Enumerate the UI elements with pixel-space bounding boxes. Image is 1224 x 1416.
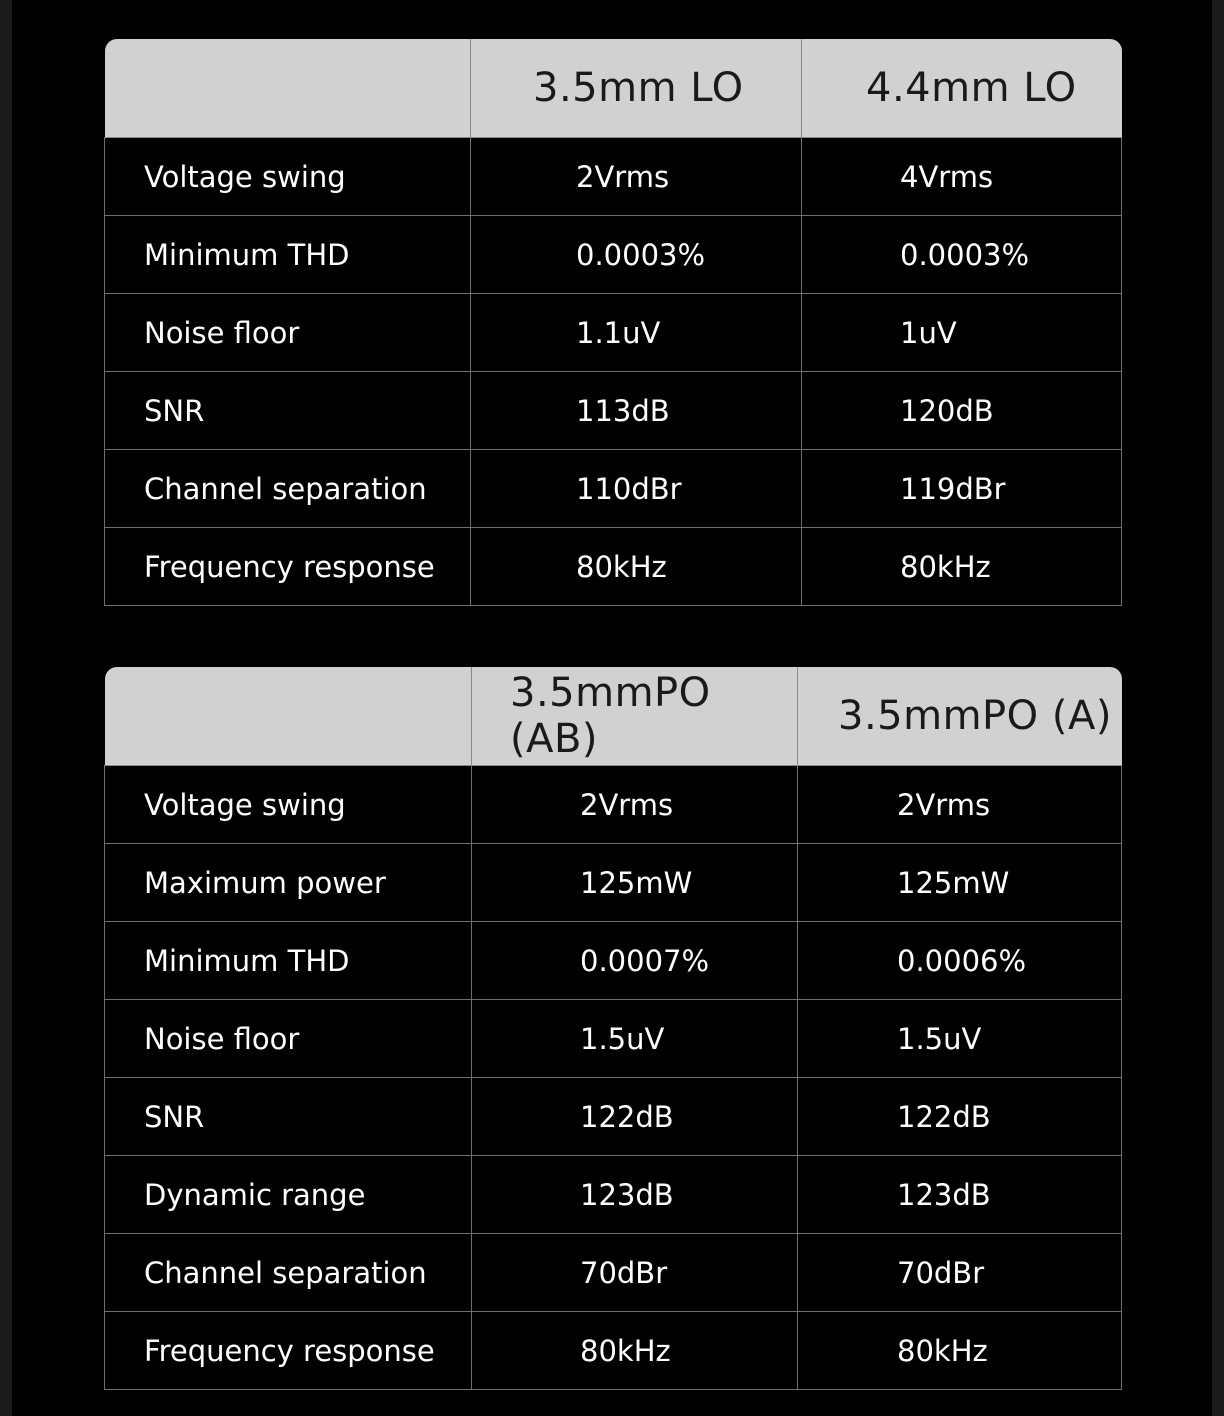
row-value-ab: 80kHz bbox=[472, 1312, 798, 1390]
row-value-3-5mm: 113dB bbox=[471, 372, 802, 450]
row-value-ab: 70dBr bbox=[472, 1234, 798, 1312]
table-row bbox=[105, 1312, 1122, 1390]
row-label: Minimum THD bbox=[105, 922, 472, 1000]
row-label: Dynamic range bbox=[105, 1156, 472, 1234]
row-label: SNR bbox=[105, 372, 471, 450]
row-label: Channel separation bbox=[105, 1234, 472, 1312]
table-row bbox=[105, 216, 1122, 294]
row-label: Channel separation bbox=[105, 450, 471, 528]
row-value-a: 1.5uV bbox=[798, 1000, 1122, 1078]
table-row bbox=[105, 1234, 1122, 1312]
row-value-a: 0.0006% bbox=[798, 922, 1122, 1000]
row-value-a: 80kHz bbox=[798, 1312, 1122, 1390]
page-edge-left bbox=[0, 0, 12, 1416]
row-label: Voltage swing bbox=[105, 138, 471, 216]
row-value-a: 125mW bbox=[798, 844, 1122, 922]
row-value-3-5mm: 0.0003% bbox=[471, 216, 802, 294]
row-value-ab: 0.0007% bbox=[472, 922, 798, 1000]
row-value-3-5mm: 80kHz bbox=[471, 528, 802, 606]
table-row bbox=[105, 138, 1122, 216]
row-label: Frequency response bbox=[105, 528, 471, 606]
row-value-4-4mm: 0.0003% bbox=[802, 216, 1122, 294]
row-value-ab: 125mW bbox=[472, 844, 798, 922]
header-empty-cell bbox=[105, 39, 471, 138]
table-row bbox=[105, 1000, 1122, 1078]
table-header-row bbox=[105, 39, 1122, 138]
page-edge-right bbox=[1212, 0, 1224, 1416]
row-value-3-5mm: 2Vrms bbox=[471, 138, 802, 216]
row-value-a: 122dB bbox=[798, 1078, 1122, 1156]
row-label: Noise floor bbox=[105, 1000, 472, 1078]
row-label: Minimum THD bbox=[105, 216, 471, 294]
row-label: SNR bbox=[105, 1078, 472, 1156]
table-row bbox=[105, 294, 1122, 372]
table-row bbox=[105, 766, 1122, 844]
row-value-a: 2Vrms bbox=[798, 766, 1122, 844]
table-row bbox=[105, 1156, 1122, 1234]
row-value-ab: 1.5uV bbox=[472, 1000, 798, 1078]
line-out-spec-table bbox=[104, 39, 1122, 606]
header-4-4mm-lo: 4.4mm LO bbox=[802, 39, 1122, 138]
header-3-5mmpo-a: 3.5mmPO (A) bbox=[798, 667, 1122, 766]
row-label: Noise floor bbox=[105, 294, 471, 372]
table-row bbox=[105, 450, 1122, 528]
row-value-4-4mm: 80kHz bbox=[802, 528, 1122, 606]
table-row bbox=[105, 372, 1122, 450]
row-value-4-4mm: 120dB bbox=[802, 372, 1122, 450]
header-3-5mm-lo: 3.5mm LO bbox=[471, 39, 802, 138]
table-row bbox=[105, 1078, 1122, 1156]
header-3-5mmpo-ab: 3.5mmPO (AB) bbox=[472, 667, 798, 766]
table-row bbox=[105, 528, 1122, 606]
table-header-row bbox=[105, 667, 1122, 766]
row-value-ab: 122dB bbox=[472, 1078, 798, 1156]
row-value-4-4mm: 119dBr bbox=[802, 450, 1122, 528]
table-row bbox=[105, 844, 1122, 922]
row-value-4-4mm: 1uV bbox=[802, 294, 1122, 372]
header-empty-cell bbox=[105, 667, 472, 766]
row-value-a: 123dB bbox=[798, 1156, 1122, 1234]
row-value-ab: 123dB bbox=[472, 1156, 798, 1234]
row-value-4-4mm: 4Vrms bbox=[802, 138, 1122, 216]
row-label: Frequency response bbox=[105, 1312, 472, 1390]
table-row bbox=[105, 922, 1122, 1000]
row-value-a: 70dBr bbox=[798, 1234, 1122, 1312]
row-value-3-5mm: 1.1uV bbox=[471, 294, 802, 372]
row-value-3-5mm: 110dBr bbox=[471, 450, 802, 528]
phone-out-spec-table bbox=[104, 667, 1122, 1390]
row-label: Voltage swing bbox=[105, 766, 472, 844]
row-value-ab: 2Vrms bbox=[472, 766, 798, 844]
row-label: Maximum power bbox=[105, 844, 472, 922]
